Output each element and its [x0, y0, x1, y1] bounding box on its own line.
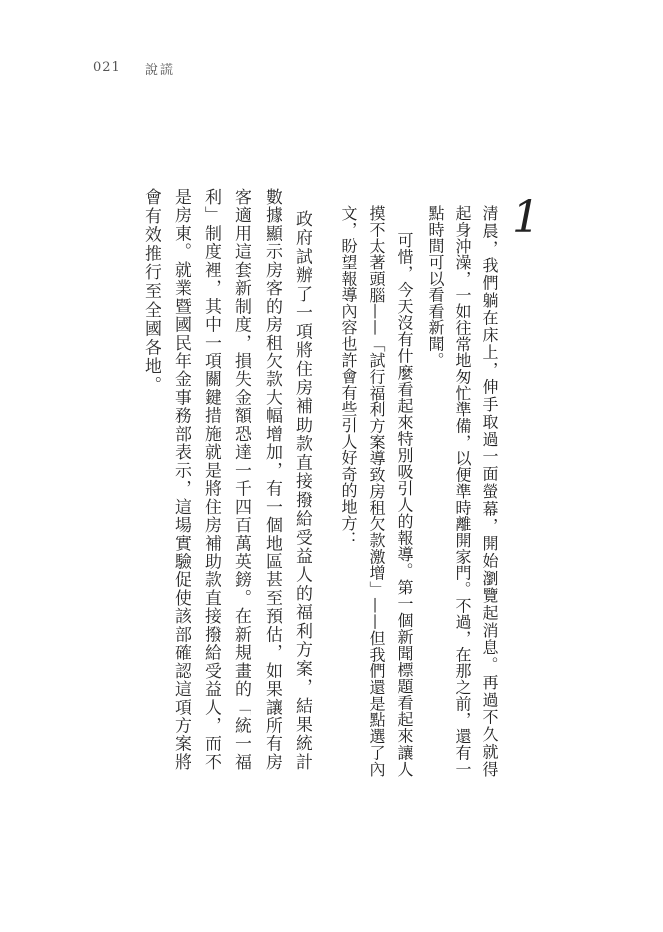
quote-column: 是房東。就業暨國民年金事務部表示，這場實驗促使該部確認這項方案將 — [171, 188, 191, 770]
running-title: 說謊 — [145, 63, 176, 78]
text-column: 摸不太著頭腦——「試行福利方案導致房租欠款激增」——但我們還是點選了內 — [367, 205, 386, 777]
quote-column: 政府試辦了一項將住房補助款直接撥給受益人的福利方案，結果統計 — [292, 210, 312, 770]
text-column: 點時間可以看看新聞。 — [426, 205, 445, 368]
quote-column: 客適用這套新制度，損失金額恐達一千四百萬英鎊。在新規畫的「統一福 — [231, 188, 251, 770]
text-column: 清晨，我們躺在床上，伸手取過一面螢幕，開始瀏覽起消息。再過不久就得 — [480, 205, 499, 777]
text-column: 可惜，今天沒有什麼看起來特別吸引人的報導。第一個新聞標題看起來讓人 — [395, 232, 414, 777]
page-number: 021 — [93, 60, 121, 75]
quote-column: 會有效推行至全國各地。 — [141, 188, 161, 395]
quote-column: 數據顯示房客的房租欠款大幅增加，有一個地區甚至預估，如果讓所有房 — [262, 188, 282, 770]
text-column: 起身沖澡，一如往常地匆忙準備，以便準時離開家門。不過，在那之前，還有一 — [453, 205, 472, 777]
text-column: 文，盼望報導內容也許會有些引人好奇的地方： — [339, 205, 358, 548]
chapter-number: 1 — [512, 192, 540, 243]
quote-column: 利」制度裡，其中一項關鍵措施就是將住房補助款直接撥給受益人，而不 — [201, 188, 221, 770]
